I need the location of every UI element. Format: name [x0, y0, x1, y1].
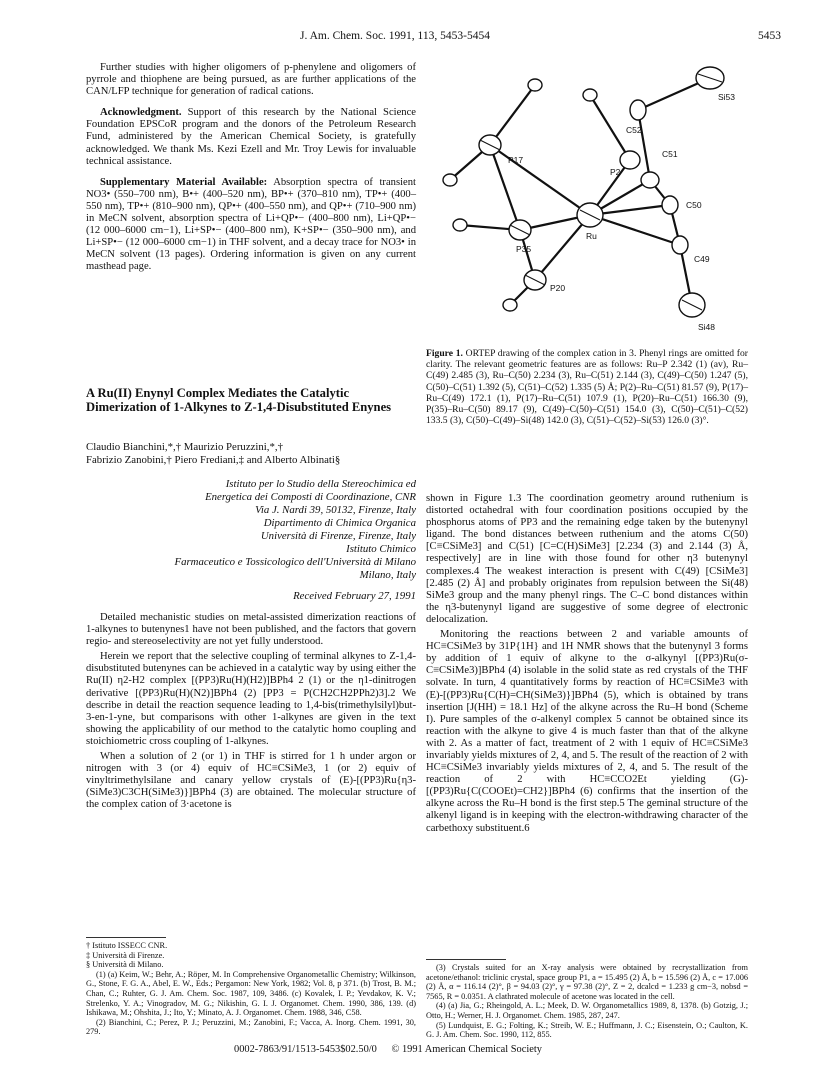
author-list — [86, 441, 416, 467]
footnote: (3) Crystals suited for an X-ray analysis were obtained by recrystallization from acetone/ethanol: triclinic crystal, space group P1, a = 15.495 (2) Å, b = 15.596 (2) Å, c = 17.006 (2) Å, α = 116.14 (2)°, β = 94.03 (2)°, γ = 97.38 (2)°, Z = 2, dcalcd = 1.233 g cm−3, nobsd = 7565, R = 0.0351. A clathrated molecule of acetone was located in the cell. — [426, 963, 748, 1001]
footnote: ‡ Università di Firenze. — [86, 950, 165, 960]
atom-ellipsoid — [641, 172, 659, 188]
atom-ellipsoid — [662, 196, 678, 214]
atom-ellipsoid — [443, 174, 457, 186]
left-footnotes — [86, 941, 416, 1037]
affiliation-line: Farmaceutico e Tossicologico dell'Università di Milano — [174, 556, 416, 568]
footnote: (1) (a) Keim, W.; Behr, A.; Röper, M. In Comprehensive Organometallic Chemistry; Wilkinson, G., Stone, F. G. A., Abel, E. W., Eds.; Pergamon: New York, 1982; Vol. 8, p 371. (b) Trost, B. M.; Chan, C.; Ruhter, G. J. Am. Chem. Soc. 1987, 109, 3486. (c) Kovalek, I. P.; Yevdakov, K. V.; Strelenko, Y. A.; Vinogradov, M. G.; Nikishin, G. I. J. Organomet. Chem. 1990, 386, 139. (d) Ishikawa, M.; Ohshita, J.; Ito, Y.; Minato, A. J. Organomet. Chem. 1988, 346, C58. — [86, 969, 416, 1018]
atom-label: C52 — [626, 125, 642, 135]
bond-line — [638, 110, 650, 180]
affiliation-line: Energetica dei Composti di Coordinazione, CNR — [205, 491, 416, 503]
authors-line-2: Fabrizio Zanobini,† Piero Frediani,‡ and Alberto Albinati§ — [86, 454, 341, 466]
bond-line — [590, 95, 630, 160]
bond-line — [490, 85, 535, 145]
atom-label: C50 — [686, 200, 702, 210]
atom-ellipsoid — [503, 299, 517, 311]
footnote: (5) Lundquist, E. G.; Folting, K.; Streib, W. E.; Huffmann, J. C.; Eisenstein, O.; Caulton, K. G. J. Am. Chem. Soc. 1990, 112, 855. — [426, 1020, 748, 1040]
received-date: Received February 27, 1991 — [293, 590, 416, 602]
body-paragraph: Monitoring the reactions between 2 and variable amounts of HC≡CSiMe3 by 31P{1H} and 1H NMR shows that the butenynyl 3 forms by addition of 1 equiv of alkyne to the σ-alkynyl [(PP3)Ru(σ-C≡CSiMe3)]BPh4 (4) isolable in the solid state as red crystals of the THF solvate. In turn, 4 quantitatively forms by reaction of HC≡CSiMe3 with (E)-[(PP3)Ru{C(H)=CH(SiMe3)}]BPh4 (5), which is obtained by trans insertion [J(HH) = 18.1 Hz] of the alkyne across the Ru–H bond (Scheme I). Pure samples of the σ-alkenyl complex 5 cannot be obtained since its reaction with the alkyne to give 4 is much faster than that of the alkyne with 2. As a matter of fact, treatment of 2 with 1 equiv of HC≡CSiMe3 invariably yields mixtures of 2, 4, and 5. The result of the reaction of 2 with HC≡CSiMe3 invariably yields mixtures of 2, 4, and 5. The result of the reaction of 2 with HC≡CCO2Et yielding (G)-[(PP3)Ru{C(COOEt)=CH2}]BPh4 (6) confirms that the insertion of the alkyne across the Ru–H bond is the first step.5 The geminal structure of the alkenyl ligand is in keeping with the electron-withdrawing character of the carbethoxy substituent.6 — [426, 629, 748, 834]
footnote-rule — [86, 937, 166, 938]
footnote: (2) Bianchini, C.; Perez, P. J.; Peruzzini, M.; Zanobini, F.; Vacca, A. Inorg. Chem. 1991, 30, 279. — [86, 1017, 416, 1037]
atom-label: Si48 — [698, 322, 716, 332]
footnote: † Istituto ISSECC CNR. — [86, 941, 168, 950]
atom-ellipsoid — [528, 79, 542, 91]
left-column-top — [86, 62, 416, 277]
article-title: A Ru(II) Enynyl Complex Mediates the Catalytic Dimerization of 1-Alkynes to Z-1,4-Disubstituted Enynes — [86, 386, 392, 414]
footer-copyright: © 1991 American Chemical Society — [391, 1044, 542, 1055]
intro-paragraph: Further studies with higher oligomers of p-phenylene and oligomers of pyrrole and thiophene are being pursued, as are further applications of the CAN/LFP technique for generation of radical cations. — [86, 62, 416, 98]
atom-label: P35 — [516, 244, 532, 254]
atom-label: C49 — [694, 254, 710, 264]
figure-caption-label: Figure 1. — [426, 348, 463, 359]
footnote: (4) (a) Jia, G.; Rheingold, A. L.; Meek, D. W. Organometallics 1989, 8, 1378. (b) Gotzig, J.; Otto, H.; Werner, H. J. Organomet. Chem. 1985, 287, 247. — [426, 1001, 748, 1020]
atom-ellipsoid — [620, 151, 640, 169]
atom-label: P20 — [550, 283, 566, 293]
bond-line — [490, 145, 590, 215]
authors-line-1: Claudio Bianchini,*,† Maurizio Peruzzini,*,† — [86, 441, 284, 453]
journal-header: J. Am. Chem. Soc. 1991, 113, 5453-5454 — [300, 30, 490, 42]
footer-code: 0002-7863/91/1513-5453$02.50/0 — [234, 1044, 377, 1055]
right-footnotes — [426, 963, 748, 1040]
body-paragraph: Herein we report that the selective coupling of terminal alkynes to Z-1,4-disubstituted butenynes can be achieved in a catalytic way by using either the Ru(II) η2-H2 complex [(PP3)Ru(H)(H2)]BPh4 2 (1) or the η1-dinitrogen derivative [(PP3)Ru(H)(N2)]BPh4 (2) [PP3 = P(CH2CH2PPh2)3].2 We describe in detail the reaction sequence leading to 1,4-bis(trimethylsilyl)but-3-en-1-yne, but comparisons with other 1-alkynes are given in the text showing the applicability of our method to the catalytic homo coupling and stoichiometric cross coupling of 1-alkynes. — [86, 651, 416, 747]
bond-line — [590, 215, 680, 245]
body-paragraph: When a solution of 2 (or 1) in THF is stirred for 1 h under argon or nitrogen with 3 (or 4) equiv of HC≡CSiMe3, 1 (or 2) equiv of vinyltrimethylsilane and canary yellow crystals of (E)-[(PP3)Ru{η3-(SiMe3)C3CH(SiMe3)}]BPh4 (3) are obtained. The molecular structure of the complex cation of 3·acetone is — [86, 751, 416, 811]
affiliation-line: Istituto Chimico — [346, 543, 416, 555]
supplementary-text: Absorption spectra of transient NO3• (550–700 nm), B•+ (400–520 nm), BP•+ (370–810 nm), TP•+ (400–550 nm), TP•+ (810–900 nm), QP•+ (400–550 nm), and QP•+ (710–900 nm) in MeCN solvent, absorption spectra of Li+QP•− (400–800 nm), Li+QP•− (12 000–6000 cm−1), Li+SP•− (400–800 nm), K+SP•− (350–900 nm), and Li+SP•− (12 000–6000 cm−1) in THF solvent, and a decay trace for NO3• in MeCN solvent (13 pages). Ordering information is given on any current masthead page. — [86, 176, 416, 273]
body-paragraph: shown in Figure 1.3 The coordination geometry around ruthenium is distorted octahedral with four coordination positions occupied by the phosphorus atoms of PP3 and the remaining edge taken by the butenynyl ligand. The bond distances between ruthenium and the atoms C(50) [C≡CSiMe3] and C(51) [C=C(H)SiMe3] [2.234 (3) and 2.144 (3) Å, respectively] are in line with those found for other η3 butenynyl complexes.4 The weakest interaction is present with C(49) [CSiMe3] [2.485 (2) Å] and probably originates from repulsion between the Si(48) SiMe3 group and the many phenyl rings. The C–C bond distances within the η3-butenynyl ligand are suggestive of some degree of electronic delocalization. — [426, 493, 748, 625]
atom-label: Ru — [586, 231, 597, 241]
page-number: 5453 — [758, 30, 781, 42]
footnote: § Università di Milano. — [86, 960, 164, 970]
acknowledgment-heading: Acknowledgment. — [100, 107, 182, 119]
atom-label: C51 — [662, 149, 678, 159]
affiliation-line: Dipartimento di Chimica Organica — [263, 517, 416, 529]
right-column-body — [426, 493, 748, 838]
atom-label: Si53 — [718, 92, 736, 102]
atom-ellipsoid — [453, 219, 467, 231]
supplementary-paragraph — [86, 177, 416, 274]
body-paragraph: Detailed mechanistic studies on metal-assisted dimerization reactions of 1-alkynes to butenynes1 have not been published, and the factors that govern regio- and stereoselectivity are not yet fully understood. — [86, 612, 416, 648]
footnote-rule — [426, 959, 506, 960]
atom-ellipsoid — [630, 100, 646, 120]
acknowledgment-text: Support of this research by the National Science Foundation EPSCoR program and the donors of the Petroleum Research Fund, administered by the American Chemical Society, is gratefully acknowledged. We thank Ms. Kezi Ezell and Mr. Troy Lewis for invaluable technical assistance. — [86, 107, 416, 167]
page-footer — [234, 1044, 542, 1055]
affiliation-line: Via J. Nardi 39, 50132, Firenze, Italy — [255, 504, 416, 516]
atom-ellipsoid — [672, 236, 688, 254]
atom-label: P17 — [508, 155, 524, 165]
affiliation-line: Milano, Italy — [359, 569, 416, 581]
atom-ellipsoid — [583, 89, 597, 101]
atom-label: P2 — [610, 167, 621, 177]
affiliation-line: Università di Firenze, Firenze, Italy — [260, 530, 416, 542]
acknowledgment-paragraph — [86, 107, 416, 167]
ortep-figure — [430, 50, 770, 340]
supplementary-heading: Supplementary Material Available: — [100, 176, 268, 188]
figure-caption-text: ORTEP drawing of the complex cation in 3. Phenyl rings are omitted for clarity. The relevant geometric features are as follows: Ru–P 2.342 (1) (av), Ru–C(49) 2.485 (3), Ru–C(50) 2.234 (3), Ru–C(51) 2.144 (3), C(49)–C(50) 1.247 (5), C(50)–C(51) 1.392 (5), C(51)–C(52) 1.335 (5) Å; P(2)–Ru–C(51) 81.57 (9), P(17)–Ru–C(49) 172.1 (1), P(17)–Ru–C(51) 107.9 (1), P(20)–Ru–C(51) 166.30 (9), P(35)–Ru–C(50) 89.17 (9), C(49)–C(50)–C(51) 154.0 (3), C(50)–C(51)–C(52) 133.5 (3), C(50)–C(49)–Si(48) 142.0 (3), C(51)–C(52)–Si(53) 126.0 (3)°. — [426, 348, 748, 427]
affiliation-block — [86, 478, 416, 603]
figure-caption — [426, 348, 748, 426]
affiliation-line: Istituto per lo Studio della Stereochimica ed — [225, 478, 416, 490]
left-column-body — [86, 612, 416, 815]
